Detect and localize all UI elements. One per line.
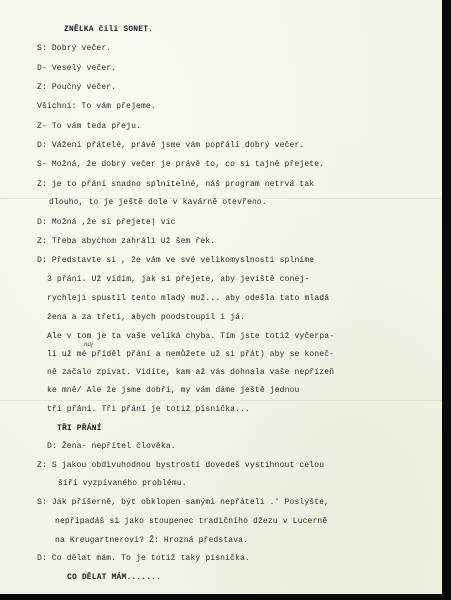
paper-fold: [0, 400, 442, 401]
text-line: rychleji spustil tento mladý muž... aby odešla tato mladá: [47, 294, 330, 303]
text-line: D: Možná ,že si přejete| víc: [37, 218, 176, 227]
text-line: D: Co dělat mám. To je totiž taky písnička.: [37, 554, 250, 563]
text-line: S: Jak příšerně, být obklopen samými nepřáteli .' Poslyšte,: [37, 498, 330, 507]
text-line: Z: Poučný večer.: [37, 83, 117, 92]
text-line: na Kreugartnerovi? Ž: Hrozná představa.: [55, 536, 249, 545]
text-line: tři přání. Tři přání je totiž písnička...: [47, 405, 250, 414]
text-line: D: Vážení přátelé, právě jsme vám popřáli dobrý večer.: [37, 141, 305, 150]
text-line: Z: Třeba abychom zahráli Už šem řek.: [37, 237, 216, 246]
text-line: D- Veselý večer.: [37, 64, 117, 73]
text-line: ně začalo zpívat. Vidíte, kam až vás dohnala vaše nepřízeň: [47, 368, 335, 377]
text-line: Z- To vám teda přeju.: [37, 122, 141, 131]
text-line: žena a za třetí, abych poodstoupil i já.: [47, 313, 246, 322]
text-line: D: Žena- nepřítel člověka.: [47, 442, 176, 451]
text-line: Z: je to přání snadno splnitelné, náš program netrvá tak: [37, 180, 315, 189]
script-title: ZNĚLKA čili SONET.: [64, 25, 154, 34]
text-line: li už mé příděl přání a nemůžete už si přát) aby se koneč-: [47, 350, 335, 359]
text-line: Z: S jakou obdivuhodnou bystrostí dovedeš vystihnout celou: [37, 461, 325, 470]
text-line: Ale v tom je ta vaše veliká chyba. Tím jste totiž vyčerpa-: [47, 332, 335, 341]
text-line: šíři vyzpívaného problému.: [58, 479, 187, 488]
text-line: S- Možná, že dobrý večer je právě to, co si tajně přejete.: [37, 160, 325, 169]
text-line: ke mně/ Ale že jsme dobří, my vám dáme ještě jednou: [47, 386, 300, 395]
text-line: 3 přání. Už vidím, jak si přejete, aby jeviště conej-: [47, 275, 310, 284]
text-line: Všichni: To vám přejeme.: [37, 102, 156, 111]
text-line: S: Dobrý večer.: [37, 44, 112, 53]
text-line: dlouho, to je ještě dole v kavárně otevřeno.: [49, 198, 267, 207]
text-line: D: Představte si , že vám ve své velikomyslnosti splníme: [37, 256, 315, 265]
text-line: nepřipadáš si jako stoupenec tradičního džezu v Lucerně: [55, 517, 328, 526]
song-title: TŘI PŘÁNÍ: [57, 424, 102, 433]
handwritten-insertion: naj: [84, 340, 93, 348]
song-title: CO DĚLAT MÁM.......: [67, 573, 162, 582]
